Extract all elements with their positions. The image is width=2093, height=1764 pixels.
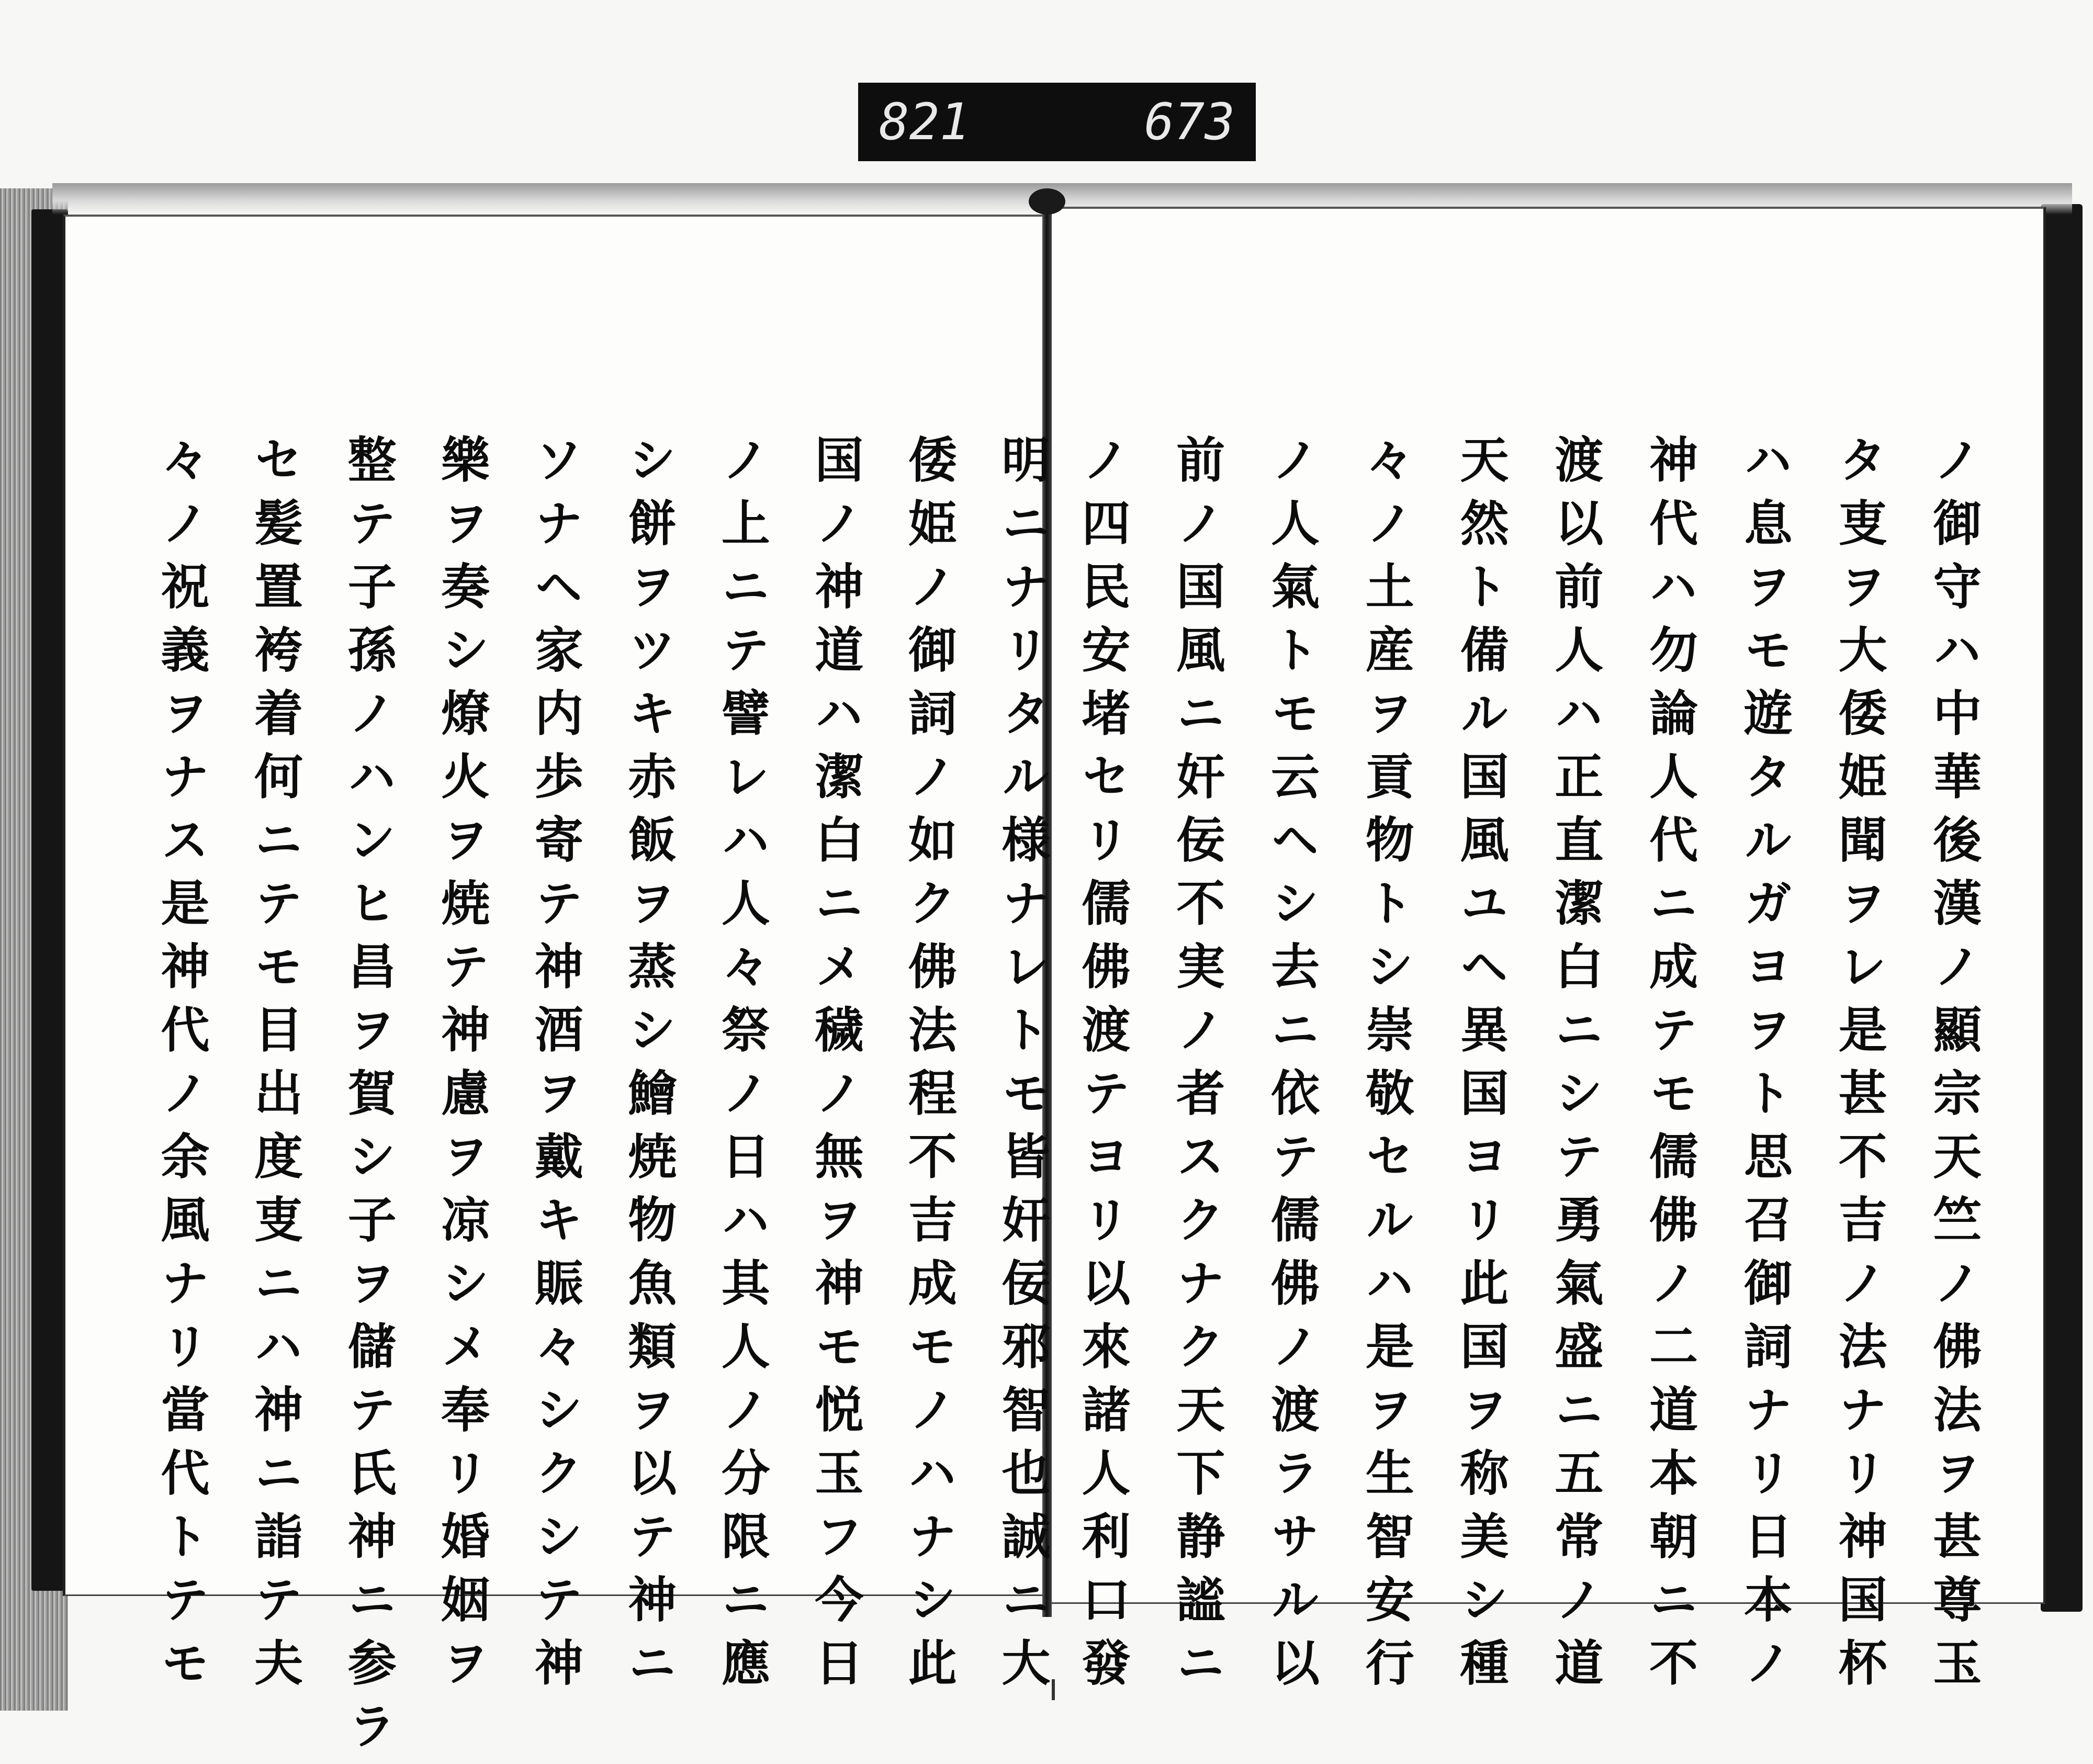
text-column: ノ上ニテ譬レハ人々祭ノ日ハ其人ノ分限ニ應 [713,434,771,1701]
text-column: タ叓ヲ大倭姫聞ヲレ是甚不吉ノ法ナリ神国杯 [1830,434,1888,1701]
text-column: 国ノ神道ハ潔白ニメ穢ノ無ヲ神モ悦玉フ今日 [806,434,864,1701]
book-cover-edge-right [2041,204,2083,1612]
text-column: ソナヘ家内歩寄テ神酒ヲ戴キ賑々シクシテ神 [526,434,584,1701]
text-column: ノ人氣トモ云ヘシ去ニ依テ儒佛ノ渡ラサル以 [1263,434,1320,1701]
book-spine-top [1029,188,1065,215]
text-column: 々ノ土産ヲ貢物トシ崇敬セルハ是ヲ生智安行 [1357,434,1415,1701]
left-page-text [153,434,1051,1764]
archive-label-left-number: 821 [879,93,970,151]
text-column: シ餅ヲツキ赤飯ヲ蒸シ鱠焼物魚類ヲ以テ神ニ [620,434,677,1701]
text-column: ハ息ヲモ遊タルガヨヲト思召御詞ナリ日本ノ [1736,434,1793,1701]
text-column: 倭姫ノ御詞ノ如ク佛法程不吉成モノハナシ此 [900,434,958,1701]
bottom-tick-mark [1052,1679,1055,1700]
text-column: ノ四民安堵セリ儒佛渡テヨリ以來諸人利口發 [1074,434,1131,1701]
archive-label [858,83,1256,161]
text-column: 樂ヲ奏シ燎火ヲ焼テ神慮ヲ凉シメ奉リ婚姻ヲ [433,434,490,1701]
text-column: 天然ト備ル国風ユヘ異国ヨリ此国ヲ称美シ種 [1452,434,1510,1701]
text-column: 神代ハ勿論人代ニ成テモ儒佛ノ二道本朝ニ不 [1641,434,1698,1701]
text-column: 明ニナリタル様ナレトモ皆奸佞邪智也誠ニ大 [993,434,1051,1701]
text-column: 渡以前人ハ正直潔白ニシテ勇氣盛ニ五常ノ道 [1546,434,1604,1701]
text-column: 々ノ祝義ヲナス是神代ノ余風ナリ當代トテモ [153,434,210,1701]
text-column: 前ノ国風ニ奸佞不実ノ者スクナク天下静謐ニ [1168,434,1225,1701]
right-page-text [1074,434,1982,1701]
text-column: 整テ子孫ノハンヒ昌ヲ賀シ子ヲ儲テ氏神ニ参ラ [340,434,397,1764]
text-column: ノ御守ハ中華後漢ノ顯宗天竺ノ佛法ヲ甚尊玉 [1925,434,1982,1701]
text-column: セ髪置袴着何ニテモ目出度叓ニハ神ニ詣テ夫 [246,434,303,1701]
archive-label-right-number: 673 [1144,93,1235,151]
